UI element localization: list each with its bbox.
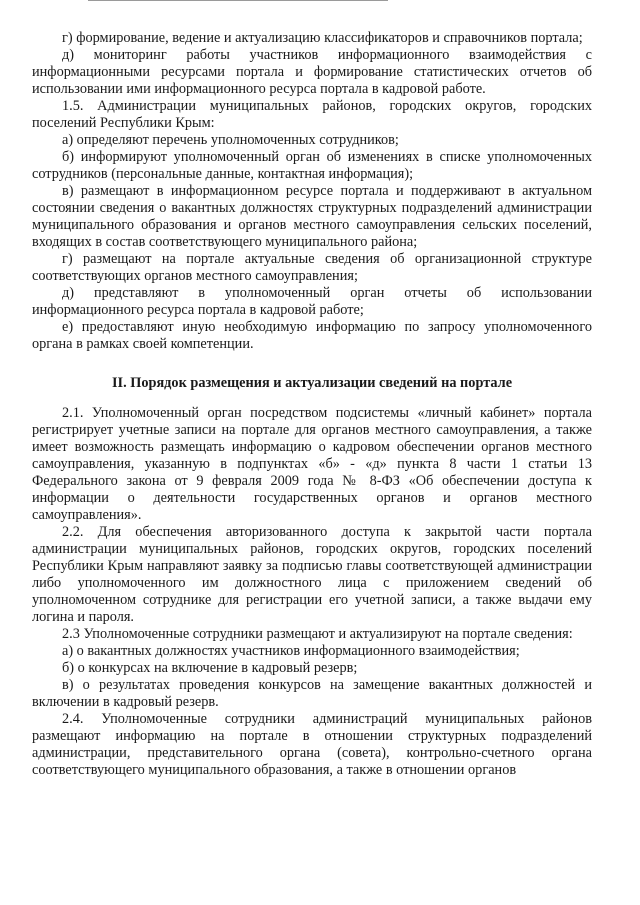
item-a-determine-list: а) определяют перечень уполномоченных сотрудников; <box>62 132 399 148</box>
top-rule-line <box>88 0 388 1</box>
item-b-competitions: б) о конкурсах на включение в кадровый резерв; <box>62 660 358 676</box>
item-d-reports: д) представляют в уполномоченный орган отчеты об использовании информационного ресурса портала в кадровой работе; <box>32 285 592 318</box>
item-e-other-info: е) предоставляют иную необходимую информацию по запросу уполномоченного органа в рамках своей компетенции. <box>32 319 592 352</box>
section-2-heading-block <box>32 353 592 405</box>
section-2-heading: II. Порядок размещения и актуализации сведений на портале <box>111 375 513 391</box>
document-page <box>32 30 592 779</box>
clause-1-5: 1.5. Администрации муниципальных районов, городских округов, городских поселений Республики Крым: <box>32 98 592 131</box>
item-d-monitoring: д) мониторинг работы участников информационного взаимодействия с информационными ресурсами портала и формирование статистических отчетов об использовании ими информационного ресурса портала в кадровой работе. <box>32 47 592 97</box>
clause-2-4: 2.4. Уполномоченные сотрудники администраций муниципальных районов размещают информацию на портале в отношении структурных подразделений администрации, представительного органа (совета), контрольно-счетного органа соответствующего муниципального образования, а также в отношении органов <box>32 711 592 778</box>
item-v-vacancies: в) размещают в информационном ресурсе портала и поддерживают в актуальном состоянии сведения о вакантных должностях структурных подразделений администрации муниципального образования и органов местного самоуправления сельских поселений, входящих в состав соответствующего муниципального района; <box>32 183 592 250</box>
item-b-inform: б) информируют уполномоченный орган об изменениях в списке уполномоченных сотрудников (персональные данные, контактная информация); <box>32 149 592 182</box>
clause-2-1: 2.1. Уполномоченный орган посредством подсистемы «личный кабинет» портала регистрирует учетные записи на портале для органов местного самоуправления, а также имеет возможность размещать информацию о кадровом обеспечении органов местного самоуправления, указанную в подпунктах «б» - «д» пункта 8 части 1 статьи 13 Федерального закона от 9 февраля 2009 года № 8-ФЗ «Об обеспечении доступа к информации о деятельности государственных органов и органов местного самоуправления». <box>32 405 592 523</box>
item-a-vacant-positions: а) о вакантных должностях участников информационного взаимодействия; <box>62 643 520 659</box>
item-v-results: в) о результатах проведения конкурсов на замещение вакантных должностей и включении в кадровый резерв. <box>32 677 592 710</box>
clause-2-3: 2.3 Уполномоченные сотрудники размещают и актуализируют на портале сведения: <box>62 626 573 642</box>
item-g-structure: г) размещают на портале актуальные сведения об организационной структуре соответствующих органов местного самоуправления; <box>32 251 592 284</box>
item-g-classifiers: г) формирование, ведение и актуализацию классификаторов и справочников портала; <box>62 30 583 46</box>
section-1-items <box>32 30 592 353</box>
section-2-body <box>32 405 592 779</box>
clause-2-2: 2.2. Для обеспечения авторизованного доступа к закрытой части портала администрации муниципальных районов, городских округов, городских поселений Республики Крым направляют заявку за подписью главы соответствующей администрации либо уполномоченного им должностного лица с приложением сведений об уполномоченном сотруднике для регистрации его учетной записи, а также выдачи ему логина и пароля. <box>32 524 592 625</box>
